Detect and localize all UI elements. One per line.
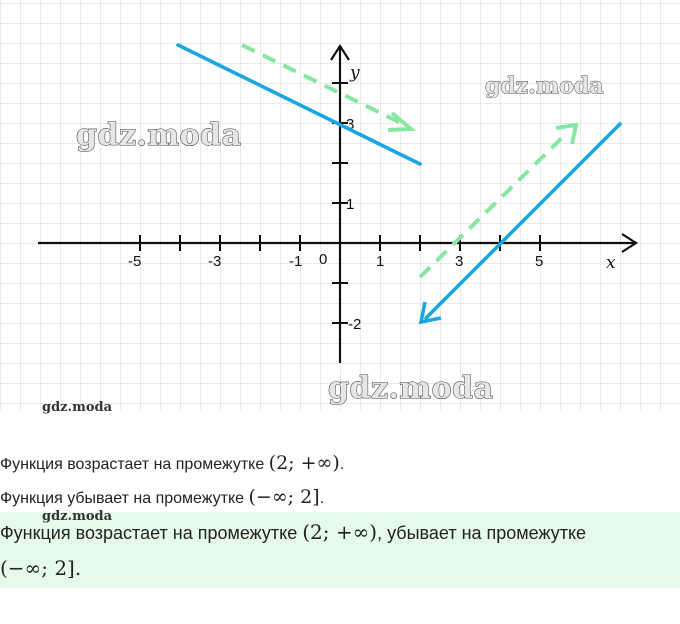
period: . bbox=[339, 456, 345, 473]
answer-text: Функция возрастает на промежутке bbox=[0, 523, 303, 543]
x-tick-label: -3 bbox=[208, 253, 222, 270]
watermark-small: gdz.moda bbox=[42, 400, 113, 415]
increase-statement-text: Функция возрастает на промежутке bbox=[0, 456, 269, 473]
y-axis-name: y bbox=[350, 63, 360, 83]
period: . bbox=[319, 490, 325, 507]
x-tick-label: -1 bbox=[289, 253, 303, 270]
answer-line bbox=[0, 556, 81, 580]
watermark-small: gdz.moda bbox=[42, 509, 113, 524]
increase-interval: (2; +∞) bbox=[268, 452, 340, 474]
x-tick-label: 1 bbox=[376, 253, 385, 270]
answer-decrease-interval: (−∞; 2] bbox=[0, 556, 75, 580]
answer-increase-interval: (2; +∞) bbox=[302, 520, 378, 544]
x-tick-label: -5 bbox=[128, 253, 142, 270]
x-axis-name: x bbox=[606, 253, 616, 273]
y-tick-label: 3 bbox=[346, 116, 355, 133]
watermark-logo: gdz.moda bbox=[76, 118, 242, 153]
watermark-logo: gdz.moda bbox=[328, 371, 494, 406]
decrease-statement bbox=[0, 486, 324, 508]
decrease-interval: (−∞; 2] bbox=[248, 486, 320, 508]
answer-text: , убывает на промежутке bbox=[377, 523, 587, 543]
x-tick-label: 3 bbox=[455, 253, 464, 270]
decrease-statement-text: Функция убывает на промежутке bbox=[0, 490, 249, 507]
origin-label: 0 bbox=[319, 251, 328, 268]
y-tick-label: -2 bbox=[348, 316, 362, 333]
y-tick-label: 1 bbox=[346, 196, 355, 213]
increase-statement bbox=[0, 452, 344, 474]
period: . bbox=[74, 556, 82, 580]
x-tick-label: 5 bbox=[535, 253, 544, 270]
watermark-logo: gdz.moda bbox=[485, 73, 604, 99]
